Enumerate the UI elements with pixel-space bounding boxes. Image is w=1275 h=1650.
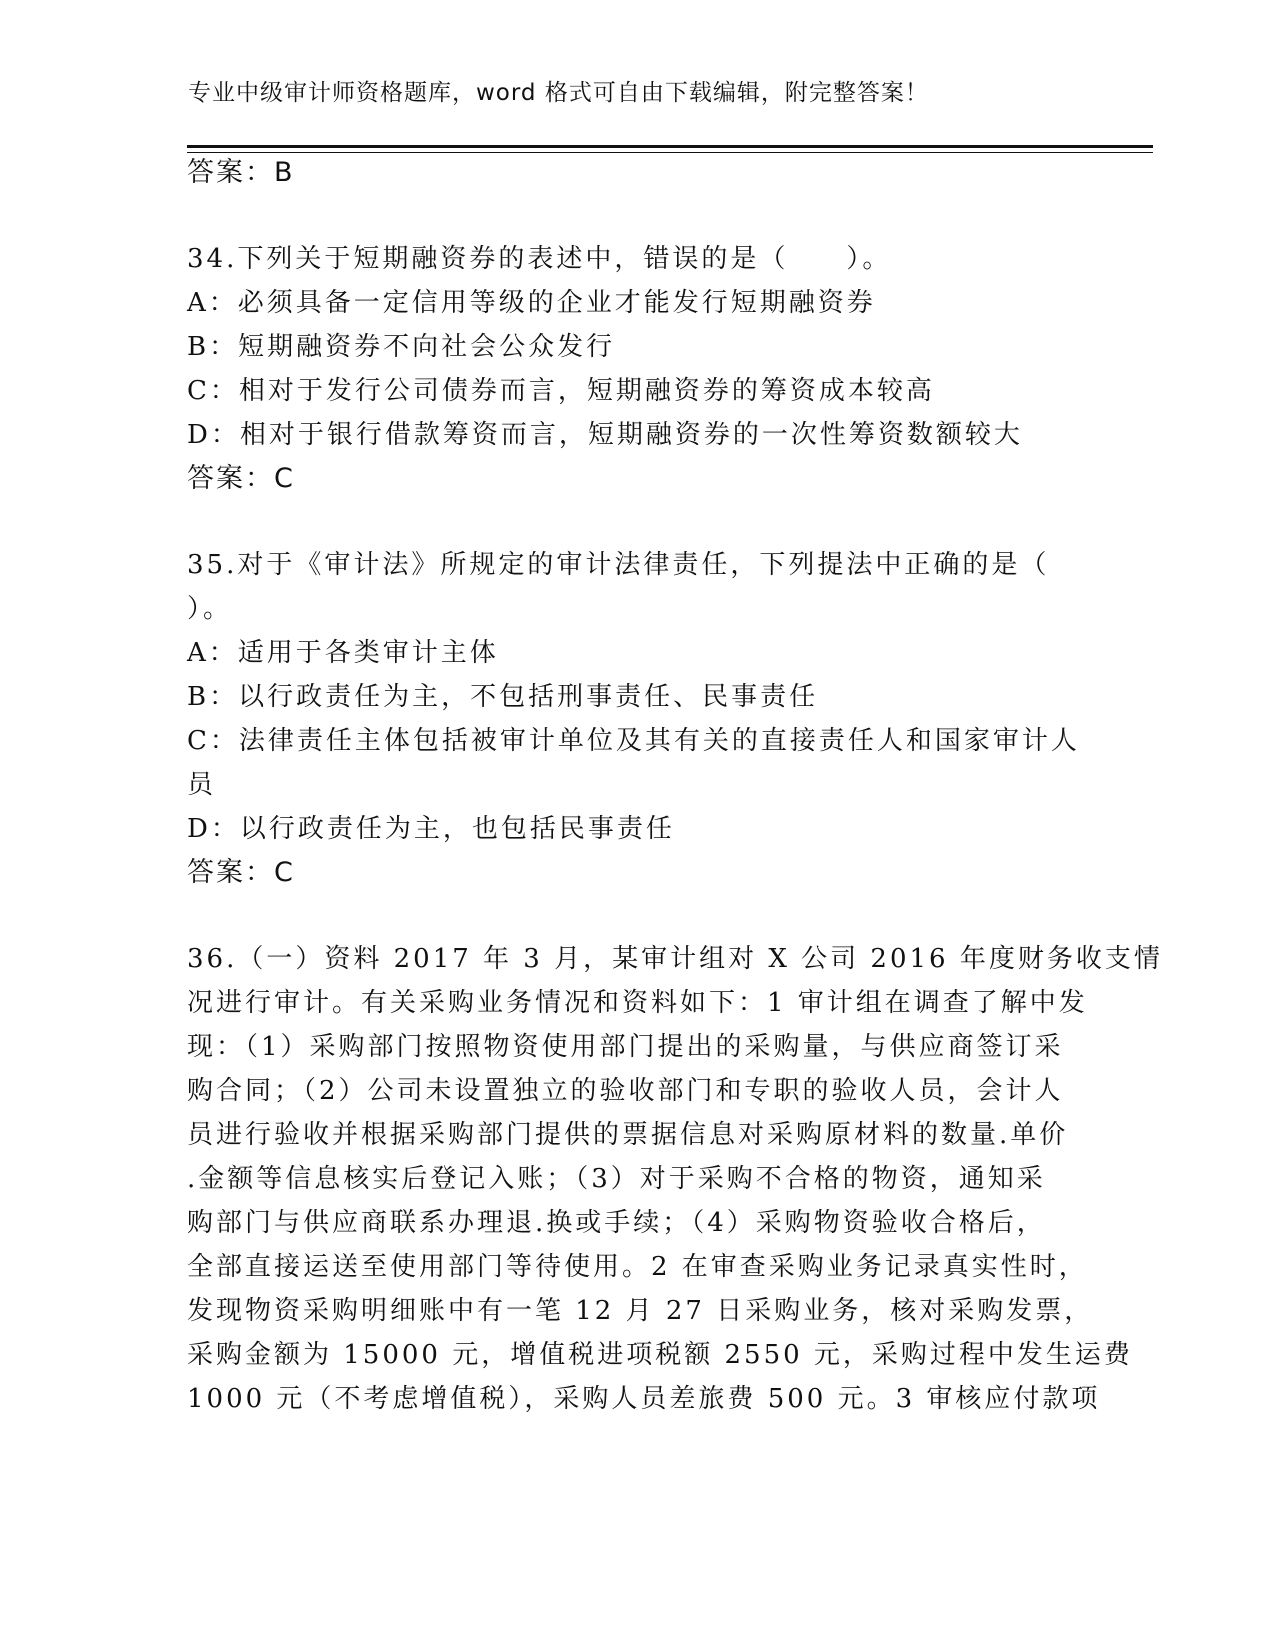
q34-option-a: A：必须具备一定信用等级的企业才能发行短期融资券: [187, 288, 876, 318]
header-rule-thin: [187, 152, 1153, 153]
q36-line: 采购金额为 15000 元，增值税进项税额 2550 元，采购过程中发生运费: [187, 1340, 1133, 1370]
q36-line: 购部门与供应商联系办理退.换或手续；（4）采购物资验收合格后，: [187, 1208, 1046, 1238]
q35-stem-line2: ）。: [187, 594, 233, 624]
header-rule-thick: [187, 145, 1153, 148]
q35-option-b: B：以行政责任为主，不包括刑事责任、民事责任: [187, 682, 819, 712]
q34-option-d: D：相对于银行借款筹资而言，短期融资券的一次性筹资数额较大: [187, 420, 1023, 450]
q36-line: 1000 元（不考虑增值税），采购人员差旅费 500 元。3 审核应付款项: [187, 1384, 1101, 1414]
q36-line: 况进行审计。有关采购业务情况和资料如下：1 审计组在调查了解中发: [187, 988, 1088, 1018]
q35-answer: 答案：C: [187, 857, 295, 888]
answer-prev: 答案：B: [187, 157, 295, 188]
q35-option-c-line1: C：法律责任主体包括被审计单位及其有关的直接责任人和国家审计人: [187, 726, 1080, 756]
q35-option-c-line2: 员: [187, 770, 217, 800]
q34-option-b: B：短期融资券不向社会公众发行: [187, 332, 616, 362]
q35-option-a: A：适用于各类审计主体: [187, 638, 499, 668]
page-header: 专业中级审计师资格题库，word 格式可自由下载编辑，附完整答案！: [188, 80, 929, 106]
q36-line: 员进行验收并根据采购部门提供的票据信息对采购原材料的数量.单价: [187, 1120, 1069, 1150]
q36-line: 全部直接运送至使用部门等待使用。2 在审查采购业务记录真实性时，: [187, 1252, 1088, 1282]
q34-stem: 34.下列关于短期融资券的表述中，错误的是（ ）。: [187, 244, 892, 274]
q34-answer: 答案：C: [187, 463, 295, 494]
q36-line: 现：（1）采购部门按照物资使用部门提出的采购量，与供应商签订采: [187, 1032, 1064, 1062]
q34-option-c: C：相对于发行公司债券而言，短期融资券的筹资成本较高: [187, 376, 935, 406]
q36-line: 购合同；（2）公司未设置独立的验收部门和专职的验收人员，会计人: [187, 1076, 1064, 1106]
q36-line: 发现物资采购明细账中有一笔 12 月 27 日采购业务，核对采购发票，: [187, 1296, 1094, 1326]
q36-line: 36.（一）资料 2017 年 3 月，某审计组对 X 公司 2016 年度财务收支情: [187, 944, 1163, 974]
q35-stem-line1: 35.对于《审计法》所规定的审计法律责任，下列提法中正确的是（: [187, 550, 1050, 580]
q35-option-d: D：以行政责任为主，也包括民事责任: [187, 814, 675, 844]
q36-line: .金额等信息核实后登记入账；（3）对于采购不合格的物资，通知采: [187, 1164, 1046, 1194]
